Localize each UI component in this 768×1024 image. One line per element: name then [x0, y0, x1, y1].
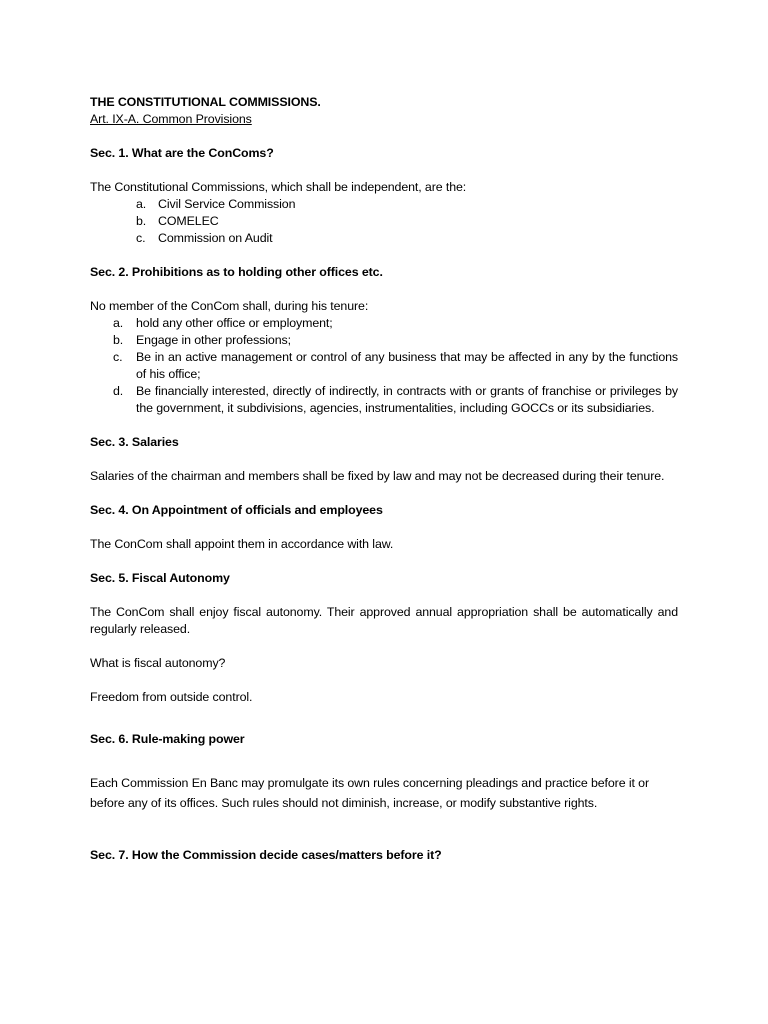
list-item — [90, 383, 678, 417]
document-title: THE CONSTITUTIONAL COMMISSIONS. — [90, 95, 321, 109]
list-marker: a. — [113, 316, 124, 330]
sec5-answer: Freedom from outside control. — [90, 690, 253, 704]
document-body — [90, 94, 678, 864]
document-subtitle: Art. IX-A. Common Provisions — [90, 112, 252, 126]
list-marker: a. — [136, 197, 147, 211]
sec1-heading: Sec. 1. What are the ConComs? — [90, 146, 274, 160]
sec3-body: Salaries of the chairman and members shall be fixed by law and may not be decreased during their tenure. — [90, 469, 665, 483]
sec4-body: The ConCom shall appoint them in accordance with law. — [90, 537, 394, 551]
sec5-body: The ConCom shall enjoy fiscal autonomy. Their approved annual appropriation shall be automatically and regularly released. — [90, 605, 678, 636]
list-marker: c. — [113, 350, 123, 364]
list-item — [90, 349, 678, 383]
list-marker: b. — [136, 214, 147, 228]
list-item — [90, 315, 678, 332]
sec5-question: What is fiscal autonomy? — [90, 656, 226, 670]
list-item-text: hold any other office or employment; — [136, 316, 333, 330]
sec2-list — [90, 315, 678, 417]
list-item — [90, 213, 678, 230]
list-item-text: Commission on Audit — [158, 231, 273, 245]
list-item-text: COMELEC — [158, 214, 219, 228]
list-item-text: Be in an active management or control of any business that may be affected in any by the functions of his office; — [136, 350, 678, 381]
sec6-heading: Sec. 6. Rule-making power — [90, 732, 245, 746]
sec4-heading: Sec. 4. On Appointment of officials and employees — [90, 503, 383, 517]
sec2-intro: No member of the ConCom shall, during his tenure: — [90, 299, 369, 313]
list-item — [90, 230, 678, 247]
sec1-intro: The Constitutional Commissions, which shall be independent, are the: — [90, 180, 467, 194]
list-item-text: Civil Service Commission — [158, 197, 296, 211]
sec6-body: Each Commission En Banc may promulgate its own rules concerning pleadings and practice before it or before any of its offices. Such rules should not diminish, increase, or modify substantive rights. — [90, 776, 649, 810]
sec7-heading: Sec. 7. How the Commission decide cases/matters before it? — [90, 848, 442, 862]
sec3-heading: Sec. 3. Salaries — [90, 435, 179, 449]
sec5-heading: Sec. 5. Fiscal Autonomy — [90, 571, 230, 585]
list-marker: c. — [136, 231, 146, 245]
list-item-text: Be financially interested, directly of indirectly, in contracts with or grants of franchise or privileges by the government, it subdivisions, agencies, instrumentalities, including GOCCs or its subsidiaries. — [136, 384, 678, 415]
sec2-heading: Sec. 2. Prohibitions as to holding other offices etc. — [90, 265, 383, 279]
list-item — [90, 332, 678, 349]
list-marker: b. — [113, 333, 124, 347]
list-marker: d. — [113, 384, 124, 398]
list-item — [90, 196, 678, 213]
list-item-text: Engage in other professions; — [136, 333, 291, 347]
sec1-list — [90, 196, 678, 247]
